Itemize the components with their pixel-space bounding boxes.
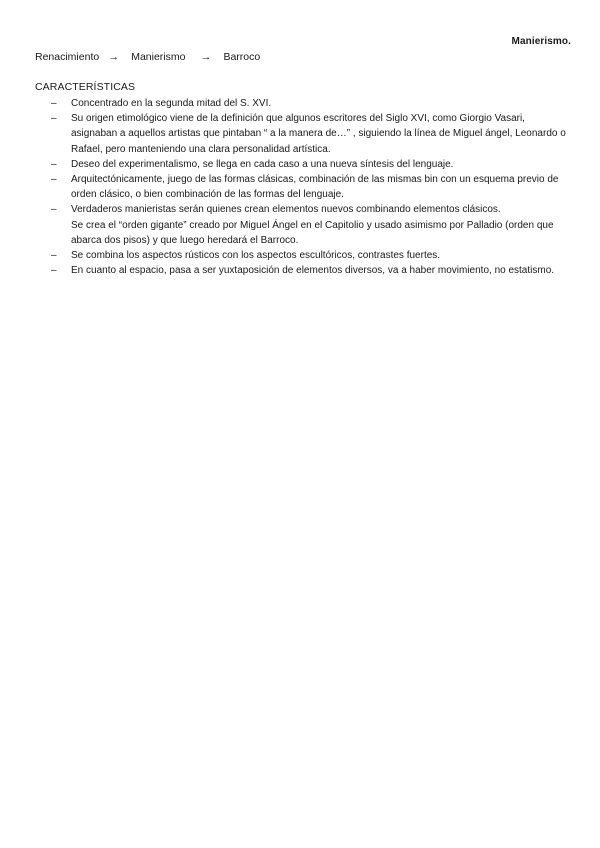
dash-bullet-icon: – — [51, 250, 57, 262]
list-item-text: En cuanto al espacio, pasa a ser yuxtaposición de elementos diversos, va a haber movimiento, no estatismo. — [71, 265, 555, 277]
list-item — [51, 172, 566, 202]
right-arrow-icon: → — [108, 51, 120, 63]
list-item-text: Arquitectónicamente, juego de las formas clásicas, combinación de las mismas bin con un esquema previo de orden clásico, o bien combinación de las formas del lenguaje. — [71, 174, 559, 201]
right-arrow-icon: → — [200, 51, 212, 63]
list-item-text: Verdaderos manieristas serán quienes crean elementos nuevos combinando elementos clásicos. — [71, 204, 501, 216]
dash-bullet-icon: – — [51, 113, 57, 125]
period-sequence — [35, 51, 260, 63]
dash-bullet-icon: – — [51, 158, 57, 170]
sequence-item-barroco: Barroco — [223, 51, 261, 63]
section-heading: CARACTERÍSTICAS — [35, 81, 136, 93]
list-item — [51, 263, 566, 278]
document-title: Manierismo. — [511, 36, 571, 47]
list-item-text: Su origen etimológico viene de la definición que algunos escritores del Siglo XVI, como Giorgio Vasari, asignaban a aquellos artistas que pintaban “ a la manera de…” , siguiendo la línea de Miguel ángel, Leonardo o Rafael, pero manteniendo una clara personalidad artística. — [71, 113, 566, 155]
dash-bullet-icon: – — [51, 98, 57, 109]
list-item — [51, 248, 566, 263]
list-item-continuation: Se crea el “orden gigante” creado por Miguel Ángel en el Capitolio y usado asimismo por Palladio (orden que abarca dos pisos) y que luego heredará el Barroco. — [71, 219, 554, 246]
sequence-item-renacimiento: Renacimiento — [35, 51, 100, 63]
list-item — [51, 202, 566, 248]
list-item-text: Deseo del experimentalismo, se llega en cada caso a una nueva síntesis del lenguaje. — [71, 158, 454, 170]
dash-bullet-icon: – — [51, 265, 57, 277]
sequence-item-manierismo: Manierismo — [131, 51, 186, 63]
list-item-text: Concentrado en la segunda mitad del S. XVI. — [71, 98, 272, 109]
list-item — [51, 96, 566, 111]
characteristics-list — [51, 96, 566, 278]
list-item — [51, 111, 566, 157]
list-item — [51, 157, 566, 172]
list-item-text: Se combina los aspectos rústicos con los aspectos escultóricos, contrastes fuertes. — [71, 250, 441, 262]
dash-bullet-icon: – — [51, 174, 57, 186]
dash-bullet-icon: – — [51, 204, 57, 216]
